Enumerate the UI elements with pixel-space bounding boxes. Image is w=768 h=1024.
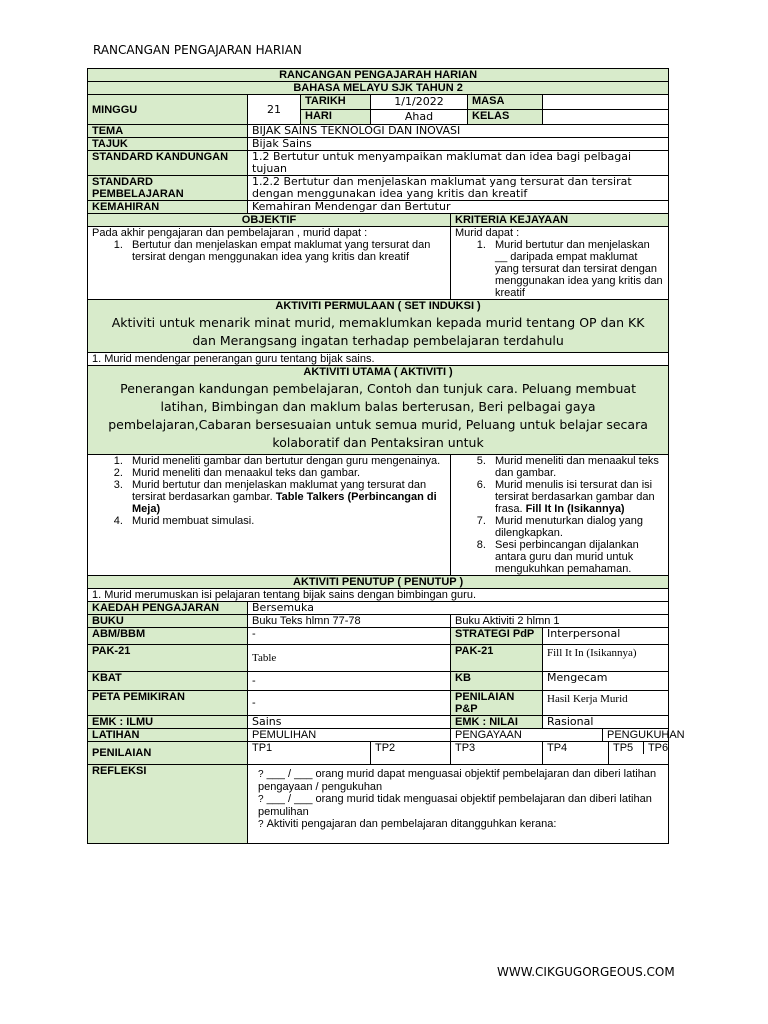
refleksi-bullet-icon: ? [258,769,264,780]
tp-cell [609,742,669,765]
utama-steps-left [88,455,451,576]
kbat-label: KBAT [88,672,248,691]
peta-value: - [248,691,451,716]
kbat-value: - [248,672,451,691]
penutup-item: 1. Murid merumuskan isi pelajaran tentang bijak sains dengan bimbingan guru. [88,589,669,602]
permulaan-heading: AKTIVITI PERMULAAN ( SET INDUKSI ) [275,300,481,312]
pak21-row [88,645,669,672]
abm-label: ABM/BBM [88,628,248,645]
kelas-value [543,110,669,125]
masa-value [543,95,669,110]
form-header-row-1 [88,69,669,82]
standard-pembelajaran-row [88,176,669,201]
kriteria-item: 1. Murid bertutur dan menjelaskan __ daripada empat maklumat yang tersurat dan tersirat dengan menggunakan idea yang kritis dan kreatif [489,239,664,299]
penutup-heading-row [88,576,669,589]
pak21-label-2: PAK-21 [451,645,543,672]
refleksi-row [88,765,669,844]
strategi-value: Interpersonal [543,628,669,645]
form-header-row-2 [88,82,669,95]
kemahiran-row [88,201,669,214]
refleksi-bullet-icon: ? [258,794,264,805]
kriteria-intro: Murid dapat : [455,227,520,239]
objektif-kriteria-body-row [88,227,669,300]
hari-value: Ahad [371,110,468,125]
objektif-intro: Pada akhir pengajaran dan pembelajaran , murid dapat : [92,227,368,239]
permulaan-desc: Aktiviti untuk menarik minat murid, memaklumkan kepada murid tentang OP dan KK dan Merangsang ingatan terhadap pembelajaran terdahulu [111,315,645,348]
utama-step: 8. Sesi perbincangan dijalankan antara guru dan murid untuk mengukuhkan pemahaman. [489,539,664,575]
lesson-plan-form [87,68,685,844]
utama-heading: AKTIVITI UTAMA ( AKTIVITI ) [303,366,453,378]
emk-ilmu-label: EMK : ILMU [88,716,248,729]
tema-value: BIJAK SAINS TEKNOLOGI DAN INOVASI [248,125,669,138]
form-header-title: RANCANGAN PENGAJARAH HARIAN [88,69,669,82]
utama-block [88,366,669,455]
tarikh-value: 1/1/2022 [371,95,468,110]
standard-pembelajaran-value: 1.2.2 Bertutur dan menjelaskan maklumat yang tersurat dan tersirat dengan menggunakan idea yang kritis dan kreatif [248,176,669,201]
minggu-value: 21 [248,95,301,125]
standard-kandungan-value: 1.2 Bertutur untuk menyampaikan maklumat dan idea bagi pelbagai tujuan [248,151,669,176]
tp-cell: TP5 [609,742,644,754]
kemahiran-value: Kemahiran Mendengar dan Bertutur [248,201,669,214]
peta-label: PETA PEMIKIRAN [88,691,248,716]
kemahiran-label: KEMAHIRAN [88,201,248,214]
pak21-strategy-name: Fill It In (Isikannya) [525,503,625,515]
kaedah-label: KAEDAH PENGAJARAN [88,602,248,615]
buku-aktiviti: Buku Aktiviti 2 hlmn 1 [451,615,669,628]
standard-pembelajaran-label: STANDARD PEMBELAJARAN [88,176,248,201]
utama-steps-right [451,455,669,576]
emk-row [88,716,669,729]
masa-label: MASA [468,95,543,110]
kriteria-heading: KRITERIA KEJAYAAN [451,214,669,227]
tp-cell: TP1 [248,742,371,765]
refleksi-line: ? ___ / ___ orang murid dapat menguasai objektif pembelajaran dan diberi latihan pengayaan / pengukuhan [258,768,657,793]
tajuk-value: Bijak Sains [248,138,669,151]
utama-step [489,479,664,515]
abm-row [88,628,669,645]
utama-row [88,366,669,455]
permulaan-row [88,300,669,353]
tp-cell: TP4 [543,742,609,765]
penilaian-row [88,742,669,765]
utama-step: 2. Murid meneliti dan menaakul teks dan gambar. [126,467,446,479]
tp-cell: TP2 [371,742,451,765]
utama-step-text: Murid menulis isi tersurat dan isi tersirat berdasarkan gambar dan frasa. [495,479,655,515]
tp-cell: TP3 [451,742,543,765]
objektif-kriteria-heading-row [88,214,669,227]
objektif-body [88,227,451,300]
emk-nilai-label: EMK : NILAI [451,716,543,729]
utama-step-text: Murid bertutur dan menjelaskan maklumat yang tersurat dan tersirat berdasarkan gambar. [132,479,427,503]
kriteria-body [451,227,669,300]
page-title: RANCANGAN PENGAJARAN HARIAN [93,43,302,57]
utama-step: 1. Murid meneliti gambar dan bertutur dengan guru mengenainya. [126,455,446,467]
kbat-row [88,672,669,691]
abm-value: - [248,628,451,645]
utama-step: 7. Murid menuturkan dialog yang dilengkapkan. [489,515,664,539]
latihan-pengayaan: PENGAYAAN [451,729,603,742]
pak21-value-2: Fill It In (Isikannya) [543,645,669,672]
kaedah-value: Bersemuka [248,602,669,615]
utama-step: 4. Murid membuat simulasi. [126,515,446,527]
permulaan-item: 1. Murid mendengar penerangan guru tentang bijak sains. [88,353,669,366]
refleksi-body [248,765,669,844]
peta-row [88,691,669,716]
latihan-row [88,729,669,742]
refleksi-line: ? ___ / ___ orang murid tidak menguasai objektif pembelajaran dan diberi latihan pemulihan [258,793,652,818]
pak21-value: Table [248,645,451,672]
emk-ilmu-value: Sains [248,716,451,729]
tema-label: TEMA [88,125,248,138]
latihan-label: LATIHAN [88,729,248,742]
refleksi-line: ? Aktiviti pengajaran dan pembelajaran ditangguhkan kerana: [258,818,557,830]
tajuk-label: TAJUK [88,138,248,151]
objektif-item: 1. Bertutur dan menjelaskan empat maklumat yang tersurat dan tersirat dengan menggunakan idea yang kritis dan kreatif [126,239,446,263]
buku-teks: Buku Teks hlmn 77-78 [248,615,451,628]
penutup-heading: AKTIVITI PENUTUP ( PENUTUP ) [88,576,669,589]
penilaian-pp-value: Hasil Kerja Murid [543,691,669,716]
strategi-label: STRATEGI PdP [451,628,543,645]
standard-kandungan-row [88,151,669,176]
footer-url: WWW.CIKGUGORGEOUS.COM [497,965,675,979]
hari-label: HARI [301,110,371,125]
minggu-label: MINGGU [88,95,248,125]
kb-label: KB [451,672,543,691]
objektif-heading: OBJEKTIF [88,214,451,227]
penilaian-label: PENILAIAN [88,742,248,765]
kb-value: Mengecam [543,672,669,691]
tajuk-row [88,138,669,151]
pak21-label: PAK-21 [88,645,248,672]
penutup-item-row [88,589,669,602]
refleksi-bullet-icon: ? [258,819,264,830]
utama-step: 5. Murid meneliti dan menaakul teks dan gambar. [489,455,664,479]
permulaan-block [88,300,669,353]
info-row-1 [88,95,669,110]
latihan-pengukuhan: PENGUKUHAN [603,729,669,742]
refleksi-label: REFLEKSI [88,765,248,844]
latihan-pemulihan: PEMULIHAN [248,729,451,742]
lesson-plan-table [87,68,685,844]
pak21-strategy-name: Table Talkers (Perbincangan di Meja) [132,491,437,515]
standard-kandungan-label: STANDARD KANDUNGAN [88,151,248,176]
permulaan-item-row [88,353,669,366]
buku-row [88,615,669,628]
tp-cell: TP6 [647,742,669,754]
tarikh-label: TARIKH [301,95,371,110]
penilaian-pp-label: PENILAIAN P&P [451,691,543,716]
kaedah-row [88,602,669,615]
kelas-label: KELAS [468,110,543,125]
emk-nilai-value: Rasional [543,716,669,729]
utama-step [126,479,446,515]
form-header-subject: BAHASA MELAYU SJK TAHUN 2 [88,82,669,95]
buku-label: BUKU [88,615,248,628]
utama-desc: Penerangan kandungan pembelajaran, Contoh dan tunjuk cara. Peluang membuat latihan, Bimbingan dan maklum balas berterusan, Beri pelbagai gaya pembelajaran,Cabaran bersesuaian untuk semua murid, Peluang untuk belajar secara kolaboratif dan Pentaksiran untuk [108,381,648,450]
utama-steps-row [88,455,669,576]
tema-row [88,125,669,138]
